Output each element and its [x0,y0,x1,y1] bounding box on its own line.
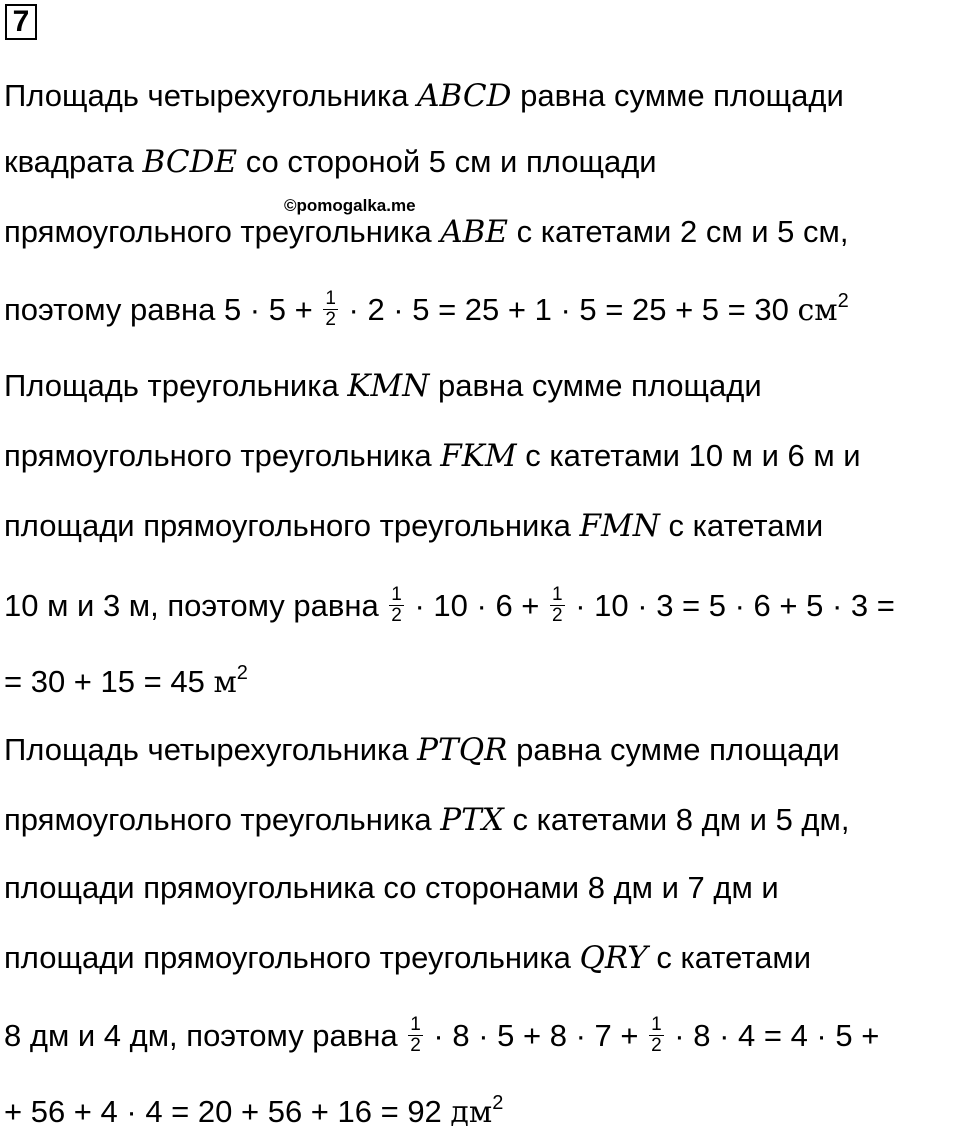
figure-name: PTX [440,802,504,838]
text-line-11: прямоугольного треугольника PTX с катетами 8 дм и 5 дм, [4,802,850,838]
figure-name: ABE [440,214,509,250]
figure-name: FMN [579,508,660,544]
text-line-12: площади прямоугольника со сторонами 8 дм и 7 дм и [4,870,779,905]
text-line-13: площади прямоугольного треугольника QRY с катетами [4,940,812,976]
text-line-3: прямоугольного треугольника ABE с катетами 2 см и 5 см, [4,214,849,250]
text-line-10: Площадь четырехугольника PTQR равна сумме площади [4,732,840,768]
text-line-15: + 56 + 4 · 4 = 20 + 56 + 16 = 92 $дм^2$ [4,1092,504,1130]
watermark: ©pomogalka.me [284,196,416,215]
fraction-one-half: $\frac{1}{2}$ [410,1014,421,1057]
fraction-one-half: $\frac{1}{2}$ [552,584,563,627]
figure-name: QRY [579,940,648,976]
unit: см [797,293,838,328]
text-line-5: Площадь треугольника KMN равна сумме площади [4,368,762,404]
text-line-8: 10 м и 3 м, поэтому равна $\frac{1}{2}$ · 10 · 6 + $\frac{1}{2}$ · 10 · 3 = 5 · 6 + 5 · 3 = [4,584,895,627]
figure-name: BCDE [142,144,238,180]
text-line-9: = 30 + 15 = 45 $м^2$ [4,662,248,700]
figure-name: PTQR [417,732,508,768]
figure-name: KMN [347,368,430,404]
problem-number: 7 [5,4,37,40]
figure-name: FKM [440,438,517,474]
text-line-14: 8 дм и 4 дм, поэтому равна $\frac{1}{2}$ · 8 · 5 + 8 · 7 + $\frac{1}{2}$ · 8 · 4 = 4 · 5 + [4,1014,880,1057]
figure-name: ABCD [417,78,512,114]
fraction-one-half: $\frac{1}{2}$ [651,1014,662,1057]
text-line-7: площади прямоугольного треугольника FMN с катетами [4,508,824,544]
fraction-one-half: $\frac{1}{2}$ [325,288,336,331]
unit: дм [450,1095,493,1130]
unit: м [213,665,237,700]
text-line-4: поэтому равна 5 · 5 + $\frac{1}{2}$ · 2 · 5 = 25 + 1 · 5 = 25 + 5 = 30 $см^2$ [4,288,849,331]
fraction-one-half: $\frac{1}{2}$ [391,584,402,627]
text-line-2: квадрата BCDE со стороной 5 см и площади [4,144,657,180]
text-line-1: Площадь четырехугольника ABCD равна сумме площади [4,78,844,114]
text-line-6: прямоугольного треугольника FKM с катетами 10 м и 6 м и [4,438,861,474]
